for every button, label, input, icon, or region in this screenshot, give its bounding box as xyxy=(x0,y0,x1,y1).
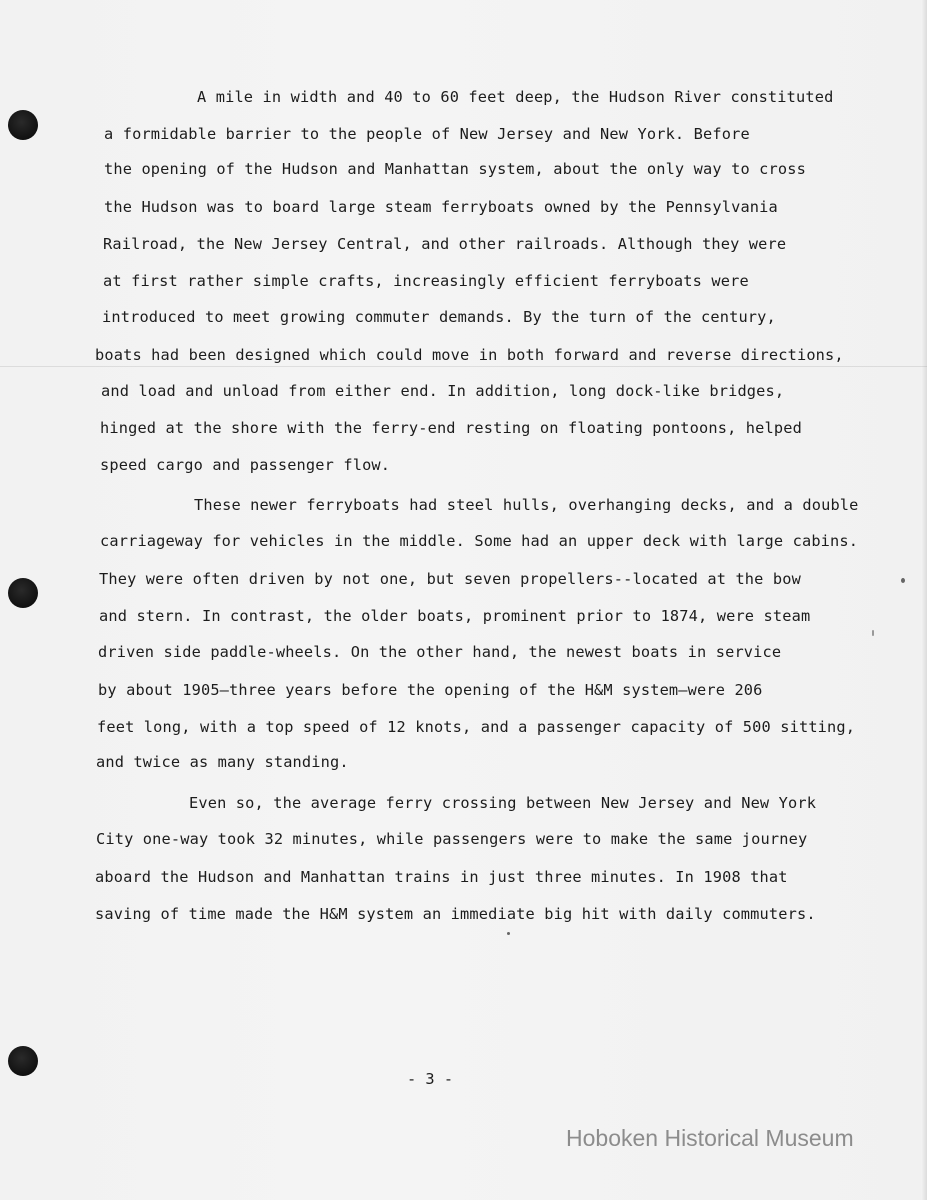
text-line: driven side paddle-wheels. On the other hand, the newest boats in service xyxy=(98,643,782,661)
text-line: speed cargo and passenger flow. xyxy=(100,456,391,474)
scan-speck xyxy=(872,630,874,636)
text-line: and twice as many standing. xyxy=(96,753,349,771)
text-line: saving of time made the H&M system an immediate big hit with daily commuters. xyxy=(95,905,816,923)
text-line: by about 1905—three years before the opening of the H&M system—were 206 xyxy=(98,681,763,699)
watermark-text: Hoboken Historical Museum xyxy=(566,1125,854,1151)
punch-hole xyxy=(8,578,38,608)
text-line: Railroad, the New Jersey Central, and other railroads. Although they were xyxy=(103,235,787,253)
paper-crease xyxy=(0,366,927,367)
text-line: a formidable barrier to the people of New Jersey and New York. Before xyxy=(104,125,750,143)
text-line: the Hudson was to board large steam ferryboats owned by the Pennsylvania xyxy=(104,198,778,216)
scan-speck xyxy=(901,578,905,583)
text-line: These newer ferryboats had steel hulls, overhanging decks, and a double xyxy=(194,496,859,514)
text-line: hinged at the shore with the ferry-end resting on floating pontoons, helped xyxy=(100,419,802,437)
text-line: at first rather simple crafts, increasingly efficient ferryboats were xyxy=(103,272,749,290)
page-edge-shadow xyxy=(921,0,927,1200)
text-line: introduced to meet growing commuter demands. By the turn of the century, xyxy=(102,308,776,326)
text-line: and stern. In contrast, the older boats, prominent prior to 1874, were steam xyxy=(99,607,811,625)
text-line: City one-way took 32 minutes, while passengers were to make the same journey xyxy=(96,830,808,848)
punch-hole xyxy=(8,1046,38,1076)
text-line: boats had been designed which could move in both forward and reverse directions, xyxy=(95,346,844,364)
text-line: the opening of the Hudson and Manhattan system, about the only way to cross xyxy=(104,160,806,178)
text-line: and load and unload from either end. In addition, long dock-like bridges, xyxy=(101,382,785,400)
text-line: aboard the Hudson and Manhattan trains in just three minutes. In 1908 that xyxy=(95,868,788,886)
punch-hole xyxy=(8,110,38,140)
text-line: A mile in width and 40 to 60 feet deep, the Hudson River constituted xyxy=(197,88,834,106)
page-number: - 3 - xyxy=(407,1070,454,1088)
scan-speck xyxy=(507,932,510,935)
text-line: carriageway for vehicles in the middle. Some had an upper deck with large cabins. xyxy=(100,532,859,550)
text-line: They were often driven by not one, but seven propellers--located at the bow xyxy=(99,570,801,588)
text-line: feet long, with a top speed of 12 knots, and a passenger capacity of 500 sitting, xyxy=(97,718,856,736)
text-line: Even so, the average ferry crossing between New Jersey and New York xyxy=(189,794,817,812)
